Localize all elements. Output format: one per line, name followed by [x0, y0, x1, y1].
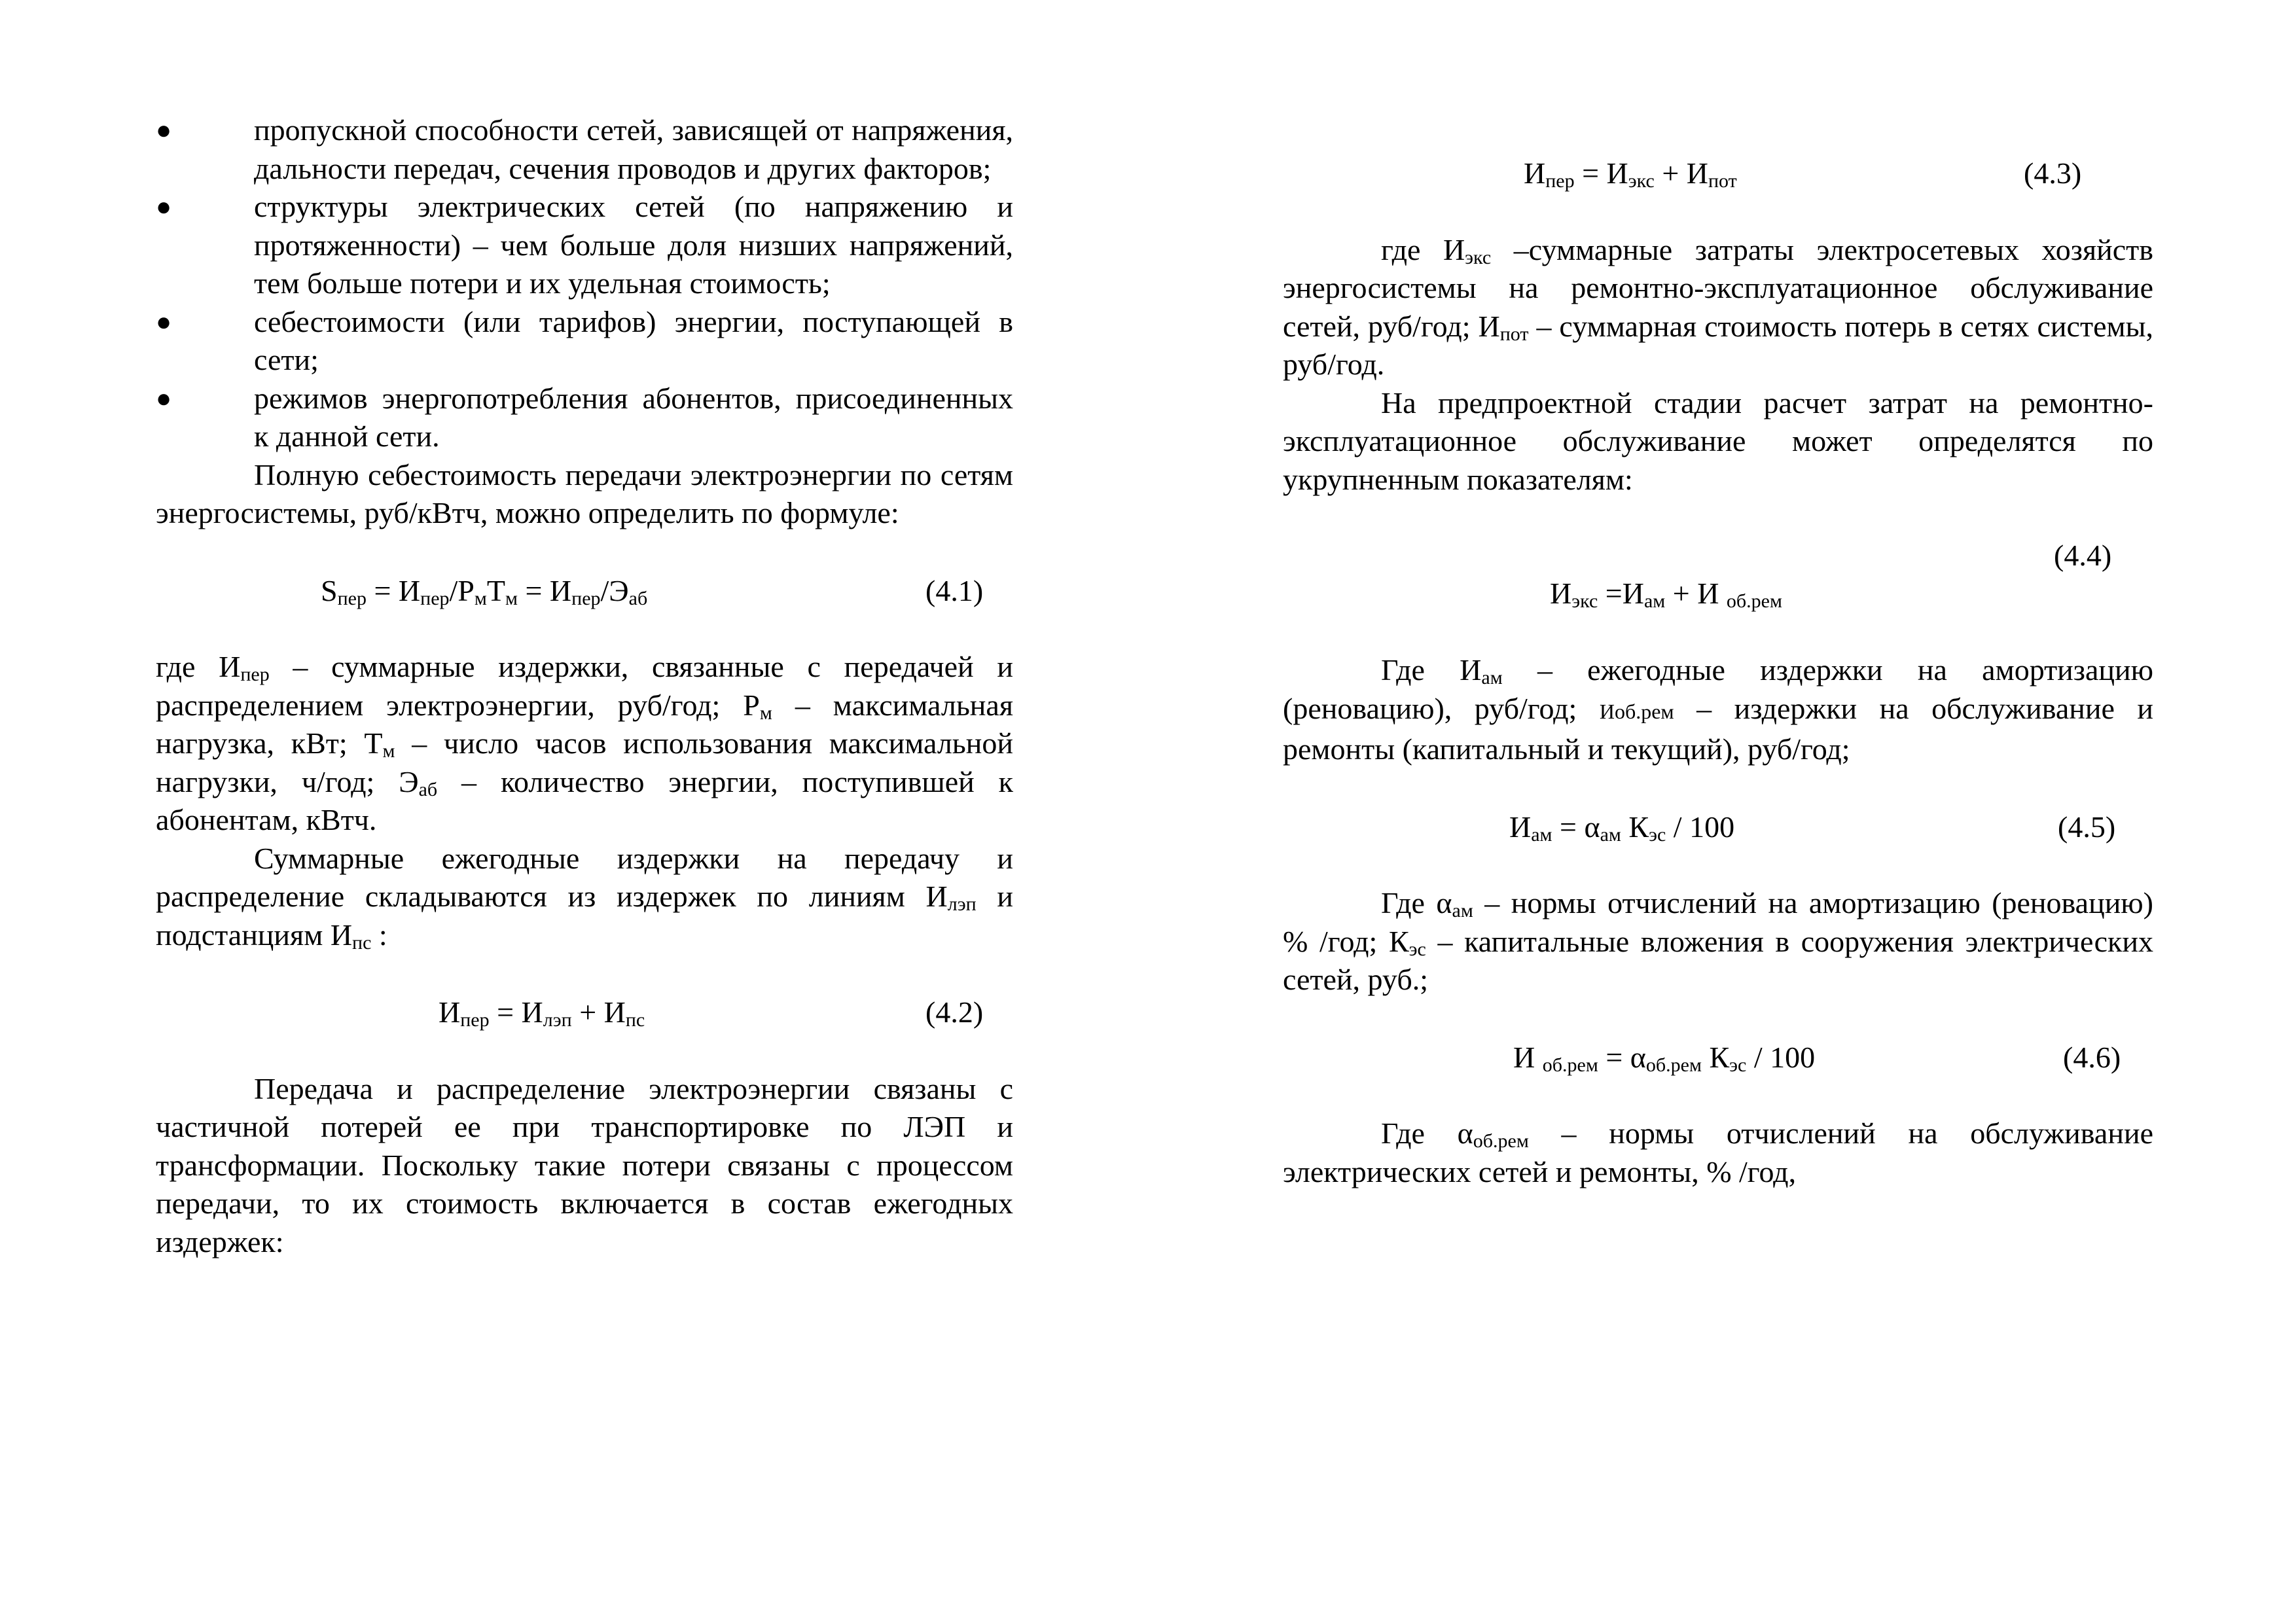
formula-expression: $S_{пер} = И_{пер}/P_мT_м = И_{пер}/Э_{аб}$ [321, 573, 648, 609]
formula-number: (4.6) [2063, 1040, 2121, 1074]
formula-4-4 [1283, 537, 2153, 613]
paragraph: На предпроектной стадии расчет затрат на ремонтно-эксплуатационное обслуживание может определятся по укрупненным показателям: [1283, 385, 2153, 496]
bullet-item: ● пропускной способности сетей, зависящей от напряжения, дальности передач, сечения проводов и других факторов; [156, 111, 1013, 188]
paragraph: где $И_{пер}$ – суммарные издержки, связанные с передачей и распределением электроэнергии, руб/год; $Р_м$ – максимальная нагрузка, кВт; $Т_м$ – число часов использования максимальной нагрузки, ч/год; $Э_{аб}$ – количество энергии, поступившей к абонентам, кВтч. [156, 650, 1014, 836]
bullet-dot-icon: ● [156, 383, 172, 413]
formula-4-5 [1283, 808, 2153, 847]
bullet-item: ● режимов энергопотребления абонентов, присоединенных к данной сети. [156, 380, 1013, 456]
formula-expression: И $_{об.рем} = \alpha_{об.рем}$ $К_{эс} / 100$ [1513, 1040, 1816, 1076]
formula-4-1 [156, 572, 1013, 611]
left-column [156, 111, 1013, 1261]
formula-number: (4.3) [2024, 156, 2082, 190]
formula-expression: $И_{ам} = \alpha_{ам}$ $К_{эс} / 100$ [1509, 810, 1735, 846]
paragraph: Передача и распределение электроэнергии связаны с частичной потерей ее при транспортировке по ЛЭП и трансформации. Поскольку такие потери связаны с процессом передачи, то их стоимость включается в состав ежегодных издержек: [156, 1071, 1013, 1258]
formula-number: (4.2) [925, 995, 984, 1029]
formula-expression: $И_{экс} =И_{ам} + И$ $_{об.рем}$ [1550, 577, 1782, 612]
paragraph: Полную себестоимость передачи электроэнергии по сетям энергосистемы, руб/кВтч, можно определить по формуле: [156, 457, 1013, 529]
formula-number: (4.1) [925, 573, 984, 607]
bullet-dot-icon: ● [156, 192, 172, 221]
formula-number: (4.5) [2058, 810, 2116, 844]
bullet-item: ● структуры электрических сетей (по напряжению и протяженности) – чем больше доля низших напряжений, тем больше потери и их удельная стоимость; [156, 188, 1013, 303]
paragraph: Суммарные ежегодные издержки на передачу и распределение складываются из издержек по линиям $И_{лэп}$ и подстанциям $И_{пс}$ : [156, 841, 1013, 954]
paragraph: где $И_{экс}$ –суммарные затраты электросетевых хозяйств энергосистемы на ремонтно-эксплуатационное обслуживание сетей, руб/год; $И_{пот}$ – суммарная стоимость потерь в сетях системы, руб/год. [1283, 232, 2154, 381]
right-column [1283, 154, 2153, 1191]
bullet-dot-icon: ● [156, 115, 172, 145]
bullet-dot-icon: ● [156, 306, 172, 336]
formula-expression: $И_{пер} = И_{лэп} + И_{пс}$ [439, 995, 645, 1031]
paragraph: Где $\alpha_{об.рем}$ – нормы отчислений на обслуживание электрических сетей и ремонты, % /год, [1283, 1116, 2153, 1188]
paragraph: Где $\alpha_{ам}$ – нормы отчислений на амортизацию (реновацию) % /год; $К_{эс}$ – капитальные вложения в сооружения электрических сетей, руб.; [1283, 886, 2153, 996]
bullet-item: ● себестоимости (или тарифов) энергии, поступающей в сети; [156, 303, 1013, 380]
formula-expression: $И_{пер} = И_{экс} + И_{пот}$ [1524, 156, 1737, 192]
paragraph: Где $И_{ам}$ – ежегодные издержки на амортизацию (реновацию), руб/год; Иоб.рем – издержки на обслуживание и ремонты (капитальный и текущий), руб/год; [1283, 653, 2154, 766]
formula-4-6 [1283, 1039, 2153, 1077]
formula-number: (4.4) [2054, 539, 2112, 572]
formula-4-3 [1283, 154, 2153, 193]
formula-4-2 [156, 993, 1013, 1032]
